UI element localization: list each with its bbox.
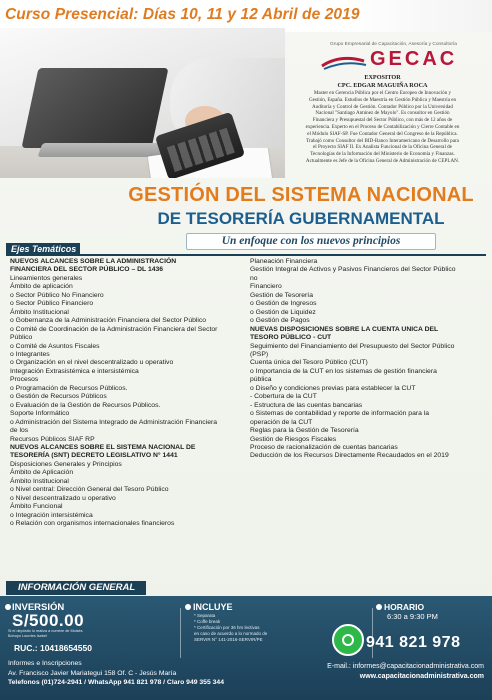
incluye-item: * Certificación por 36 hrs lectivas <box>194 625 260 630</box>
topic-line: o Gestión de Recursos Públicos <box>10 393 107 401</box>
whatsapp-icon[interactable] <box>332 624 364 656</box>
course-title <box>110 184 492 229</box>
topic-line: o Gestión de Liquidez <box>250 308 316 316</box>
topic-line: operación de la CUT <box>250 418 313 426</box>
gecac-logo <box>300 36 492 76</box>
topic-line: TESORO PÚBLICO - CUT <box>250 334 332 342</box>
topic-line: (PSP) <box>250 350 269 358</box>
bullet-icon <box>376 604 382 610</box>
info-general-label: INFORMACIÓN GENERAL <box>6 581 146 595</box>
topic-line: Soporte Informático <box>10 410 70 418</box>
topic-line: Seguimiento del Financiamiento del Presupuesto del Sector Público <box>250 342 455 350</box>
topic-line: Ámbito Institucional <box>10 477 69 485</box>
topic-line: Ámbito Funcional <box>10 503 63 511</box>
incluye-item: en caso de acuerdo a lo normado de <box>194 631 268 636</box>
topic-line: o Gestión de Ingresos <box>250 300 317 308</box>
topic-line: Lineamientos generales <box>10 274 83 282</box>
topic-line: Disposiciones Generales y Principios <box>10 460 122 468</box>
topic-line: Procesos <box>10 376 39 384</box>
topic-line: o Integración intersistémica <box>10 511 93 519</box>
topic-line: Reglas para la Gestión de Tesorería <box>250 427 359 435</box>
course-dates-title: Curso Presencial: Días 10, 11 y 12 Abril de 2019 <box>5 6 360 23</box>
contact-info <box>8 659 268 688</box>
bio-line: Trabajó como Consultor del BID-Banco Interamericano de Desarrollo para <box>306 137 459 144</box>
topic-line: Proceso de racionalización de cuentas bancarias <box>250 443 398 451</box>
topic-line: Planeación Financiera <box>250 258 318 265</box>
bullet-icon <box>5 604 11 610</box>
bio-line: Nacional "Santiago Antúnez de Mayolo". Es consultor en Gestión <box>315 110 450 117</box>
bio-line: Gestión, España. Estudios de Maestría en Gestión Pública y Maestría en <box>308 96 457 103</box>
horario-value: 6:30 a 9:30 PM <box>387 612 438 621</box>
topic-line: o Sector Público Financiero <box>10 300 94 308</box>
bio-line: Auditoría y Control de Gestión. Contador Público por la Universidad <box>312 103 453 110</box>
website-link[interactable]: www.capacitacionadministrativa.com <box>359 672 484 680</box>
topic-line: Deducción de los Recursos Directamente Recaudados en el 2019 <box>250 452 449 460</box>
topic-line: no <box>250 274 258 282</box>
topic-line: o Organización en el nivel descentralizado u operativo <box>10 359 174 367</box>
expositor-block <box>275 74 490 165</box>
expositor-bio <box>275 90 490 165</box>
bio-line: el Módulo SIAF-SP. Fue Contador General del Congreso de la República. <box>307 130 458 137</box>
topic-line: Gestión Integral de Activos y Pasivos Financieros del Sector Público <box>250 266 456 274</box>
incluye-item: SERVIR N° 141-2016-SERVIR/PE <box>194 637 263 642</box>
topics-column-right <box>250 258 488 461</box>
topic-line: - Cobertura de la CUT <box>250 393 317 401</box>
ejes-tematicos-label: Ejes Temáticos <box>6 243 80 255</box>
bio-line: Tecnologías de la Información del Ministerio de Economía y Finanzas. <box>310 151 455 158</box>
course-subtitle: Un enfoque con los nuevos principios <box>186 233 436 250</box>
title-line-1: GESTIÓN DEL SISTEMA NACIONAL <box>128 184 474 206</box>
bio-line: experiencia. Experto en el Proceso de Contabilización y Cierre Contable en <box>305 123 460 130</box>
laptop-photo <box>0 28 285 178</box>
topic-line: Ámbito de Aplicación <box>10 469 74 477</box>
bio-line: el Proyecto SIAF II. Ex Analista Funcional de la Oficina General de <box>313 144 452 151</box>
expositor-name: CPC. EDGAR MAGUIÑA ROCA <box>337 82 428 89</box>
ruc-number: RUC.: 10418654550 <box>14 643 92 653</box>
contact-line: Telefonos (01)724-2941 / WhatsApp 941 821 978 / Claro 949 355 344 <box>8 679 224 686</box>
topic-line: NUEVOS ALCANCES SOBRE LA ADMINISTRACIÓN <box>10 258 177 265</box>
topic-line: - Estructura de las cuentas bancarias <box>250 401 363 409</box>
topic-line: o Integrantes <box>10 350 50 358</box>
incluye-list <box>194 613 309 643</box>
topic-line: o Administración del Sistema Integrado de Administración Financiera <box>10 418 218 426</box>
topic-line: o Nivel central: Dirección General del Tesoro Público <box>10 486 169 494</box>
logo-brand: GECAC <box>370 48 458 70</box>
inversion-label: INVERSIÓN <box>12 602 65 613</box>
topic-line: o Nivel descentralizado u operativo <box>10 494 116 502</box>
topic-line: Ámbito de aplicación <box>10 283 73 291</box>
topic-line: o Evaluación de la Gestión de Recursos Públicos. <box>10 401 161 409</box>
topic-line: pública <box>250 376 272 384</box>
topic-line: TESORERÍA (SNT) DECRETO LEGISLATIVO N° 1441 <box>10 452 178 460</box>
deposit-note: Si el depósito lo realiza a nombre de Moisés Bohuyo Lourdes Isabel <box>8 629 83 638</box>
price: S/500.00 <box>12 611 85 630</box>
topic-line: NUEVAS DISPOSICIONES SOBRE LA CUENTA UNICA DEL <box>250 325 439 333</box>
topic-line: o Sistemas de contabilidad y reporte de información para la <box>250 410 430 418</box>
topic-line: Público <box>10 334 33 342</box>
topic-line: o Relación con organismos internacionales financieros <box>10 520 175 528</box>
contact-line: Informes e Inscripciones <box>8 660 82 667</box>
contact-line: Av. Francisco Javier Mariategui 158 Of. C - Jesús María <box>8 669 177 677</box>
topic-line: o Gobernanza de la Administración Financiera del Sector Público <box>10 317 207 325</box>
bio-line: Actualmente es Jefe de la Oficina General de Administración de CEPLAN. <box>305 157 460 164</box>
topic-line: Cuenta única del Tesoro Público (CUT) <box>250 359 368 367</box>
incluye-item: * Separata <box>194 613 216 618</box>
email-link[interactable]: E-mail.: informes@capacitacionadministrativa.com <box>327 663 484 670</box>
whatsapp-number[interactable]: 941 821 978 <box>366 634 461 651</box>
email-website <box>327 662 484 681</box>
topic-line: Gestión de Tesorería <box>250 291 313 299</box>
topic-line: o Comité de Coordinación de la Administración Financiera del Sector <box>10 325 218 333</box>
topic-line: Ámbito Institucional <box>10 308 69 316</box>
topic-line: Recursos Públicos SIAF RP <box>10 435 95 443</box>
topic-line: o Importancia de la CUT en los sistemas de gestión financiera <box>250 367 437 375</box>
incluye-item: * Coffe break <box>194 619 221 624</box>
topic-line: o Gestión de Pagos <box>250 317 310 325</box>
topics-column-left <box>10 258 250 529</box>
bio-line: Financiera y Presupuestal del Sector Público, con más de 12 años de <box>312 117 453 124</box>
topic-line: FINANCIERA DEL SECTOR PÚBLICO – DL 1436 <box>10 266 164 274</box>
topic-line: Financiero <box>250 283 282 291</box>
bio-line: Master en Gerencia Pública por el Centro Europeo de Innovación y <box>313 90 452 96</box>
topic-line: o Diseño y condiciones previas para establecer la CUT <box>250 384 416 392</box>
topic-line: Integración Extrasistémica e intersistémica <box>10 367 139 375</box>
horario-label: HORARIO <box>384 602 425 612</box>
topic-line: o Programación de Recursos Públicos. <box>10 384 128 392</box>
topic-line: o Sector Público No Financiero <box>10 291 104 299</box>
bullet-icon <box>185 604 191 610</box>
divider <box>6 254 486 256</box>
incluye-label: INCLUYE <box>193 602 233 612</box>
topic-line: o Comité de Asuntos Fiscales <box>10 342 100 350</box>
title-line-2: DE TESORERÍA GUBERNAMENTAL <box>157 209 445 228</box>
logo-tagline: Grupo Empresarial de Capacitación, Asesoría y Consultoría <box>330 42 457 47</box>
topic-line: Gestión de Riesgos Fiscales <box>250 435 337 443</box>
topic-line: de los <box>10 427 29 435</box>
topic-line: NUEVOS ALCANCES SOBRE EL SISTEMA NACIONAL DE <box>10 443 196 451</box>
expositor-heading: EXPOSITOR <box>364 74 401 81</box>
